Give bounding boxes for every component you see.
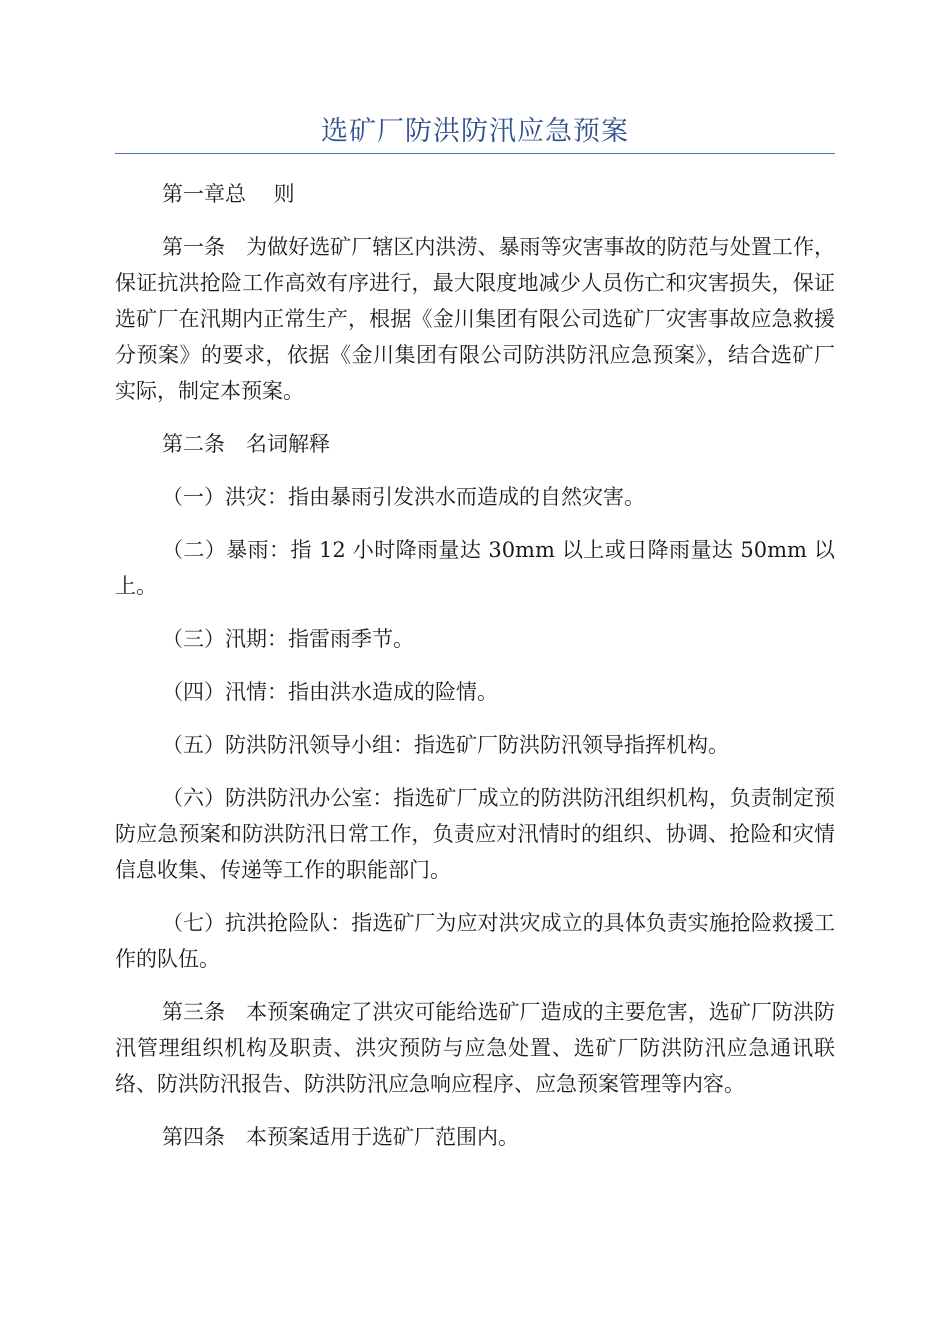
article-2-heading: 第二条 名词解释	[162, 432, 330, 456]
definition-flood-situation: （四）汛情：指由洪水造成的险情。	[162, 680, 498, 704]
definition-office: （六）防洪防汛办公室：指选矿厂成立的防洪防汛组织机构，负责制定预防应急预案和防洪防汛日常工作，负责应对汛情时的组织、协调、抢险和灾情信息收集、传递等工作的职能部门。	[115, 786, 835, 882]
article-4: 第四条 本预案适用于选矿厂范围内。	[162, 1125, 519, 1149]
article-3: 第三条 本预案确定了洪灾可能给选矿厂造成的主要危害，选矿厂防洪防汛管理组织机构及职责、洪灾预防与应急处置、选矿厂防洪防汛应急通讯联络、防洪防汛报告、防洪防汛应急响应程序、应急预案管理等内容。	[115, 1000, 835, 1096]
definition-rainstorm: （二）暴雨：指 12 小时降雨量达 30mm 以上或日降雨量达 50mm 以上。	[115, 538, 835, 598]
definition-rescue-team: （七）抗洪抢险队：指选矿厂为应对洪灾成立的具体负责实施抢险救援工作的队伍。	[115, 911, 835, 971]
chapter-heading: 第一章总 则	[162, 182, 295, 206]
document-body	[115, 176, 835, 1172]
definition-flood: （一）洪灾：指由暴雨引发洪水而造成的自然灾害。	[162, 485, 645, 509]
definition-leading-group: （五）防洪防汛领导小组：指选矿厂防洪防汛领导指挥机构。	[162, 733, 729, 757]
title-underline	[115, 153, 835, 154]
definition-flood-season: （三）汛期：指雷雨季节。	[162, 627, 414, 651]
document-title: 选矿厂防洪防汛应急预案	[321, 116, 629, 147]
article-1: 第一条 为做好选矿厂辖区内洪涝、暴雨等灾害事故的防范与处置工作，保证抗洪抢险工作高效有序进行，最大限度地减少人员伤亡和灾害损失，保证选矿厂在汛期内正常生产，根据《金川集团有限公司选矿厂灾害事故应急救援分预案》的要求，依据《金川集团有限公司防洪防汛应急预案》，结合选矿厂实际，制定本预案。	[115, 235, 835, 403]
